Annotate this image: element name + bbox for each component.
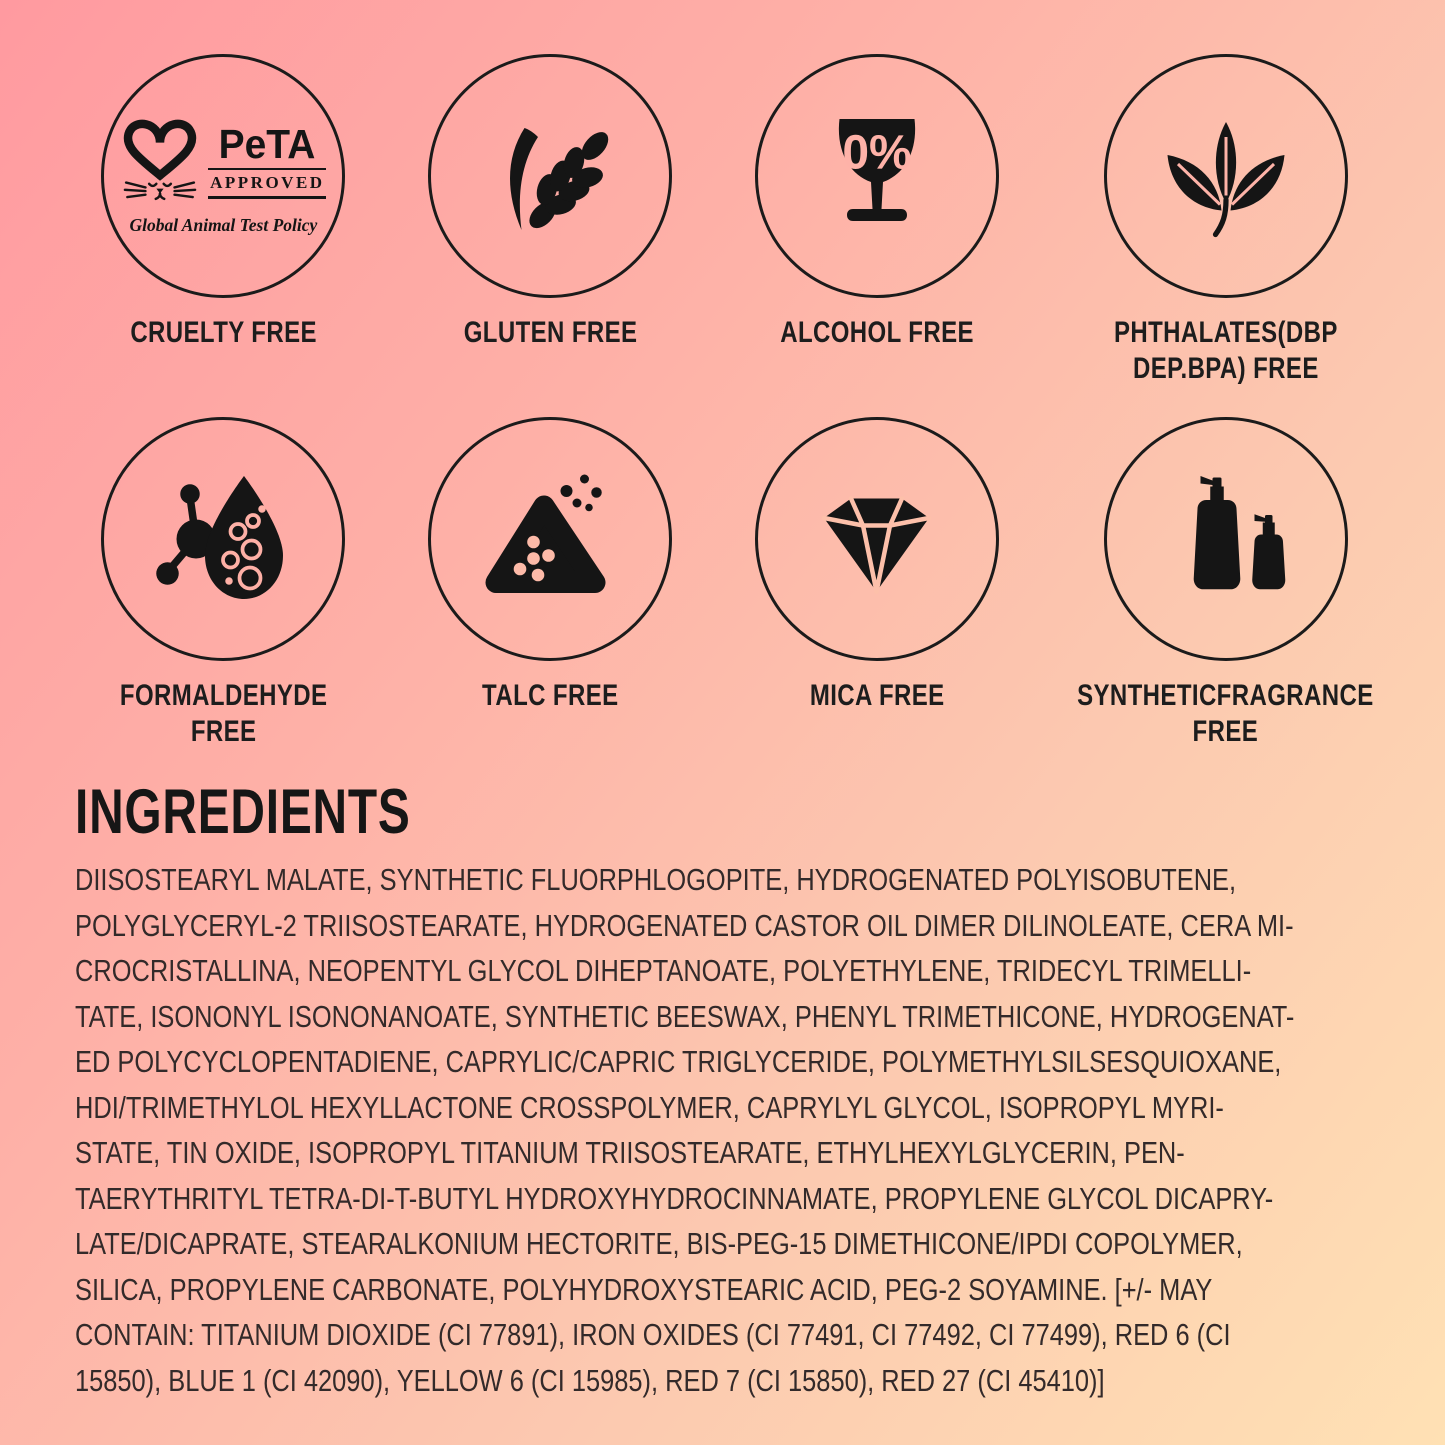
badge-label-line: MICA FREE bbox=[809, 679, 945, 712]
peta-approved-text: APPROVED bbox=[210, 173, 325, 192]
badge-alcohol-free bbox=[714, 54, 1041, 387]
badge-label-line: SYNTHETICFRAGRANCE bbox=[1077, 679, 1374, 712]
badge-talc-free bbox=[387, 417, 714, 750]
badge-label-line: TALC FREE bbox=[481, 679, 619, 712]
badge-label-line: CRUELTY FREE bbox=[130, 316, 317, 349]
badge-label-cruelty-free bbox=[130, 315, 317, 351]
ingredients-list bbox=[75, 857, 1405, 1403]
badge-label-phthalates-free bbox=[1114, 315, 1338, 387]
peta-text-block bbox=[208, 120, 326, 202]
peta-policy-text: Global Animal Test Policy bbox=[129, 215, 318, 235]
peta-brand-text: PeTA bbox=[219, 120, 316, 167]
badge-gluten-free bbox=[387, 54, 714, 387]
badge-label-talc-free bbox=[482, 678, 618, 714]
badge-label-gluten-free bbox=[463, 315, 637, 351]
ingredients-line: DIISOSTEARYL MALATE, SYNTHETIC FLUORPHLOGOPITE, HYDROGENATED POLYISOBUTENE, bbox=[75, 862, 1237, 897]
ingredients-line: SILICA, PROPYLENE CARBONATE, POLYHYDROXYSTEARIC ACID, PEG-2 SOYAMINE. [+/- MAY bbox=[75, 1271, 1213, 1307]
ingredients-line: ED POLYCYCLOPENTADIENE, CAPRYLIC/CAPRIC TRIGLYCERIDE, POLYMETHYLSILSESQUIOXANE, bbox=[75, 1044, 1282, 1079]
badge-label-synthetic-fragrance-free bbox=[1077, 678, 1374, 750]
peta-logo-row bbox=[120, 116, 326, 208]
badge-mica-free bbox=[714, 417, 1041, 750]
badge-formaldehyde-free bbox=[60, 417, 387, 750]
ingredients-line: CONTAIN: TITANIUM DIOXIDE (CI 77891), IRON OXIDES (CI 77491, CI 77492, CI 77499), RED 6 (CI bbox=[75, 1317, 1231, 1352]
spray-bottles-icon bbox=[1151, 464, 1301, 614]
badge-circle-talc-free bbox=[428, 417, 672, 661]
badge-label-line: GLUTEN FREE bbox=[463, 316, 638, 349]
badge-circle-alcohol-free bbox=[755, 54, 999, 298]
badge-circle-cruelty-free bbox=[101, 54, 345, 298]
badge-label-alcohol-free bbox=[780, 315, 974, 351]
badge-label-line: PHTHALATES(DBP bbox=[1113, 316, 1338, 349]
badge-circle-formaldehyde-free bbox=[101, 417, 345, 661]
badge-label-line: FREE bbox=[1192, 715, 1259, 748]
droplet-molecule-icon bbox=[148, 464, 298, 614]
peta-divider-top bbox=[208, 168, 326, 171]
wheat-icon bbox=[475, 101, 625, 251]
badge-circle-mica-free bbox=[755, 417, 999, 661]
ingredients-line: TAERYTHRITYL TETRA-DI-T-BUTYL HYDROXYHYDROCINNAMATE, PROPYLENE GLYCOL DICAPRY- bbox=[75, 1180, 1274, 1216]
peta-approved-logo bbox=[117, 116, 329, 236]
badge-label-formaldehyde-free bbox=[120, 678, 327, 750]
ingredients-line: CROCRISTALLINA, NEOPENTYL GLYCOL DIHEPTANOATE, POLYETHYLENE, TRIDECYL TRIMELLI- bbox=[75, 953, 1252, 988]
ingredients-section bbox=[0, 750, 1445, 1403]
badge-circle-synthetic-fragrance-free bbox=[1104, 417, 1348, 661]
peta-divider-bottom bbox=[208, 196, 326, 199]
badge-label-line: FORMALDEHYDE bbox=[119, 679, 328, 712]
ingredients-line: STATE, TIN OXIDE, ISOPROPYL TITANIUM TRIISOSTEARATE, ETHYLHEXYLGLYCERIN, PEN- bbox=[75, 1135, 1185, 1170]
badge-label-line: FREE bbox=[190, 715, 257, 748]
ingredients-heading: INGREDIENTS bbox=[75, 777, 411, 847]
badge-circle-gluten-free bbox=[428, 54, 672, 298]
leaves-icon bbox=[1151, 101, 1301, 251]
powder-pile-icon bbox=[475, 464, 625, 614]
badge-label-line: DEP.BPA) FREE bbox=[1132, 352, 1319, 385]
badge-phthalates-free bbox=[1040, 54, 1411, 387]
badge-synthetic-fragrance-free bbox=[1040, 417, 1411, 750]
ingredients-line: 15850), BLUE 1 (CI 42090), YELLOW 6 (CI 15985), RED 7 (CI 15850), RED 27 (CI 45410)] bbox=[75, 1362, 1105, 1398]
wine-glass-icon bbox=[802, 101, 952, 251]
zero-percent-text: 0% bbox=[842, 126, 912, 180]
badge-circle-phthalates-free bbox=[1104, 54, 1348, 298]
badge-label-line: ALCOHOL FREE bbox=[780, 316, 974, 349]
peta-rabbit-heart-icon bbox=[120, 116, 200, 208]
ingredients-line: POLYGLYCERYL-2 TRIISOSTEARATE, HYDROGENATED CASTOR OIL DIMER DILINOLEATE, CERA MI- bbox=[75, 907, 1294, 943]
badge-cruelty-free bbox=[60, 54, 387, 387]
ingredients-line: TATE, ISONONYL ISONONANOATE, SYNTHETIC BEESWAX, PHENYL TRIMETHICONE, HYDROGENAT- bbox=[75, 998, 1295, 1034]
diamond-icon bbox=[799, 464, 954, 614]
ingredients-line: HDI/TRIMETHYLOL HEXYLLACTONE CROSSPOLYMER, CAPRYLYL GLYCOL, ISOPROPYL MYRI- bbox=[75, 1089, 1224, 1125]
badge-label-mica-free bbox=[810, 678, 945, 714]
ingredients-line: LATE/DICAPRATE, STEARALKONIUM HECTORITE, BIS-PEG-15 DIMETHICONE/IPDI COPOLYMER, bbox=[75, 1226, 1243, 1261]
